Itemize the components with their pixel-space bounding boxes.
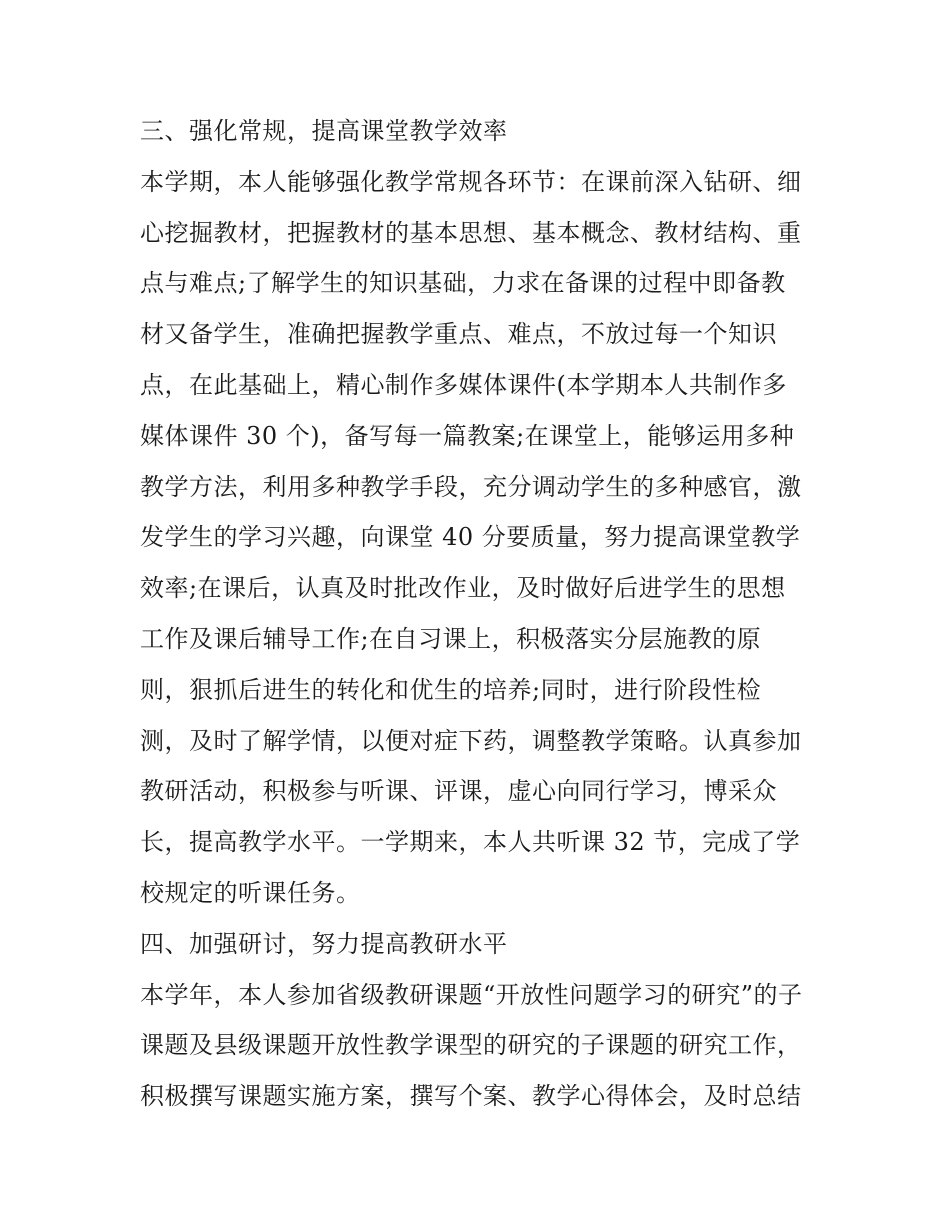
document-body <box>140 106 840 1122</box>
paragraph-line: 工作及课后辅导工作;在自习课上，积极落实分层施教的原 <box>140 624 762 653</box>
paragraph-line: 积极撰写课题实施方案，撰写个案、教学心得体会，及时总结 <box>140 1082 802 1111</box>
paragraph-line: 课题及县级课题开放性教学课型的研究的子课题的研究工作， <box>140 1031 802 1060</box>
section-heading-4: 四、加强研讨，努力提高教研水平 <box>140 929 508 958</box>
paragraph-line: 本学期，本人能够强化教学常规各环节：在课前深入钻研、细 <box>140 167 802 196</box>
paragraph-line: 发学生的学习兴趣，向课堂 40 分要质量，努力提高课堂教学 <box>140 523 801 552</box>
paragraph-line: 教学方法，利用多种教学手段，充分调动学生的多种感官，激 <box>140 472 802 501</box>
section-heading-3: 三、强化常规，提高课堂教学效率 <box>140 117 508 145</box>
paragraph-line: 心挖掘教材，把握教材的基本思想、基本概念、教材结构、重 <box>140 218 802 247</box>
paragraph-line: 本学年，本人参加省级教研课题“开放性问题学习的研究”的子 <box>140 980 803 1009</box>
paragraph-line: 点，在此基础上，精心制作多媒体课件(本学期本人共制作多 <box>140 370 787 399</box>
paragraph-line: 校规定的听课任务。 <box>140 878 361 907</box>
paragraph-line: 材又备学生，准确把握教学重点、难点，不放过每一个知识 <box>140 320 777 349</box>
paragraph-line: 点与难点;了解学生的知识基础，力求在备课的过程中即备教 <box>140 269 786 298</box>
paragraph-line: 长，提高教学水平。一学期来，本人共听课 32 节，完成了学 <box>140 828 801 857</box>
paragraph-line: 教研活动，积极参与听课、评课，虚心向同行学习，博采众 <box>140 777 777 806</box>
paragraph-line: 测，及时了解学情，以便对症下药，调整教学策略。认真参加 <box>140 726 802 755</box>
paragraph-line: 则，狠抓后进生的转化和优生的培养;同时，进行阶段性检 <box>140 675 762 704</box>
paragraph-line: 媒体课件 30 个)，备写每一篇教案;在课堂上，能够运用多种 <box>140 421 795 450</box>
paragraph-line: 效率;在课后，认真及时批改作业，及时做好后进学生的思想 <box>140 574 786 603</box>
